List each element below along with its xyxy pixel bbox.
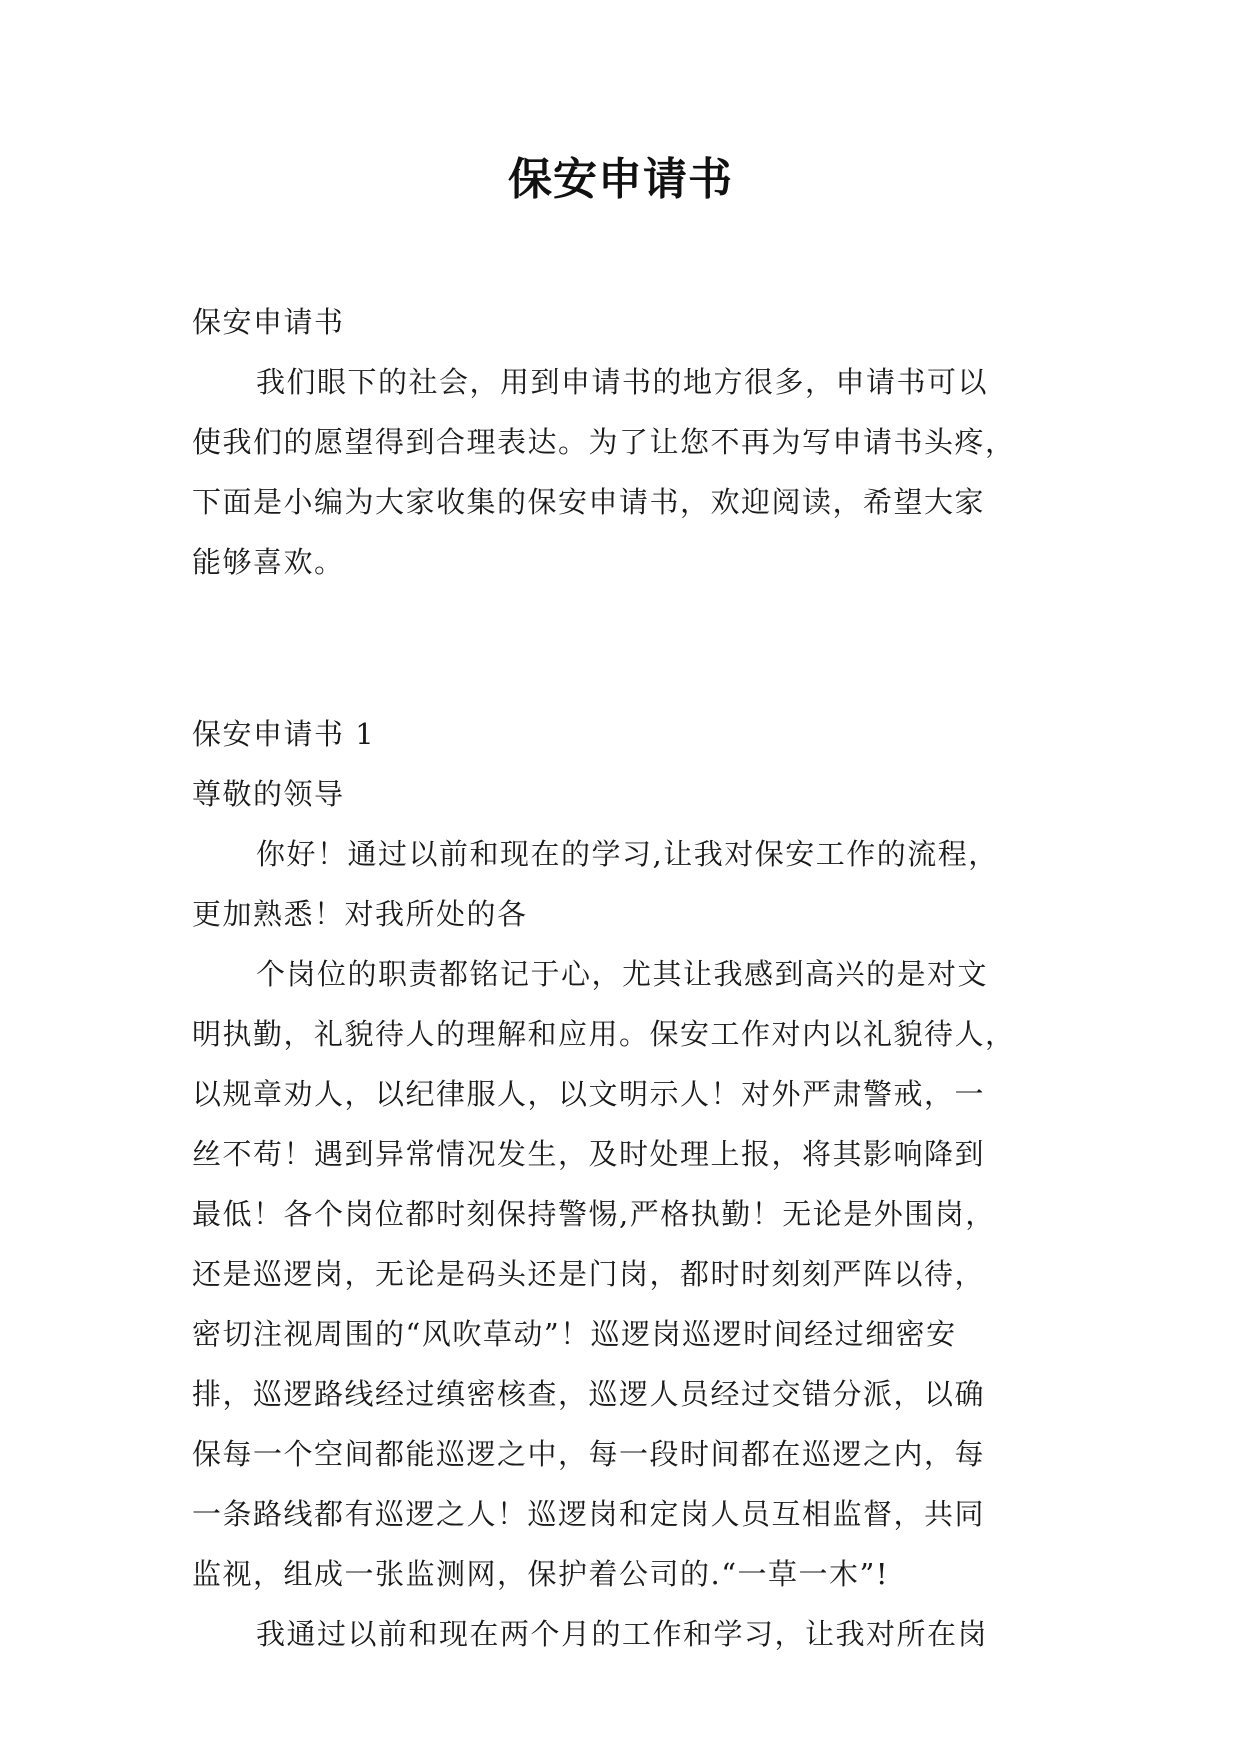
- paragraph: [192, 944, 1052, 1604]
- section-heading: 保安申请书 1: [192, 717, 376, 751]
- paragraph: [192, 1604, 1052, 1664]
- paragraph-line: 我通过以前和现在两个月的工作和学习，让我对所在岗: [256, 1617, 989, 1651]
- paragraph-line: 个岗位的职责都铭记于心，尤其让我感到高兴的是对文: [256, 957, 989, 991]
- paragraph-line: 使我们的愿望得到合理表达。为了让您不再为写申请书头疼，: [192, 425, 1016, 459]
- paragraph-line: 你好！通过以前和现在的学习,让我对保安工作的流程，: [256, 837, 999, 871]
- paragraph-line: 我们眼下的社会，用到申请书的地方很多，申请书可以: [256, 365, 989, 399]
- paragraph-line: 一条路线都有巡逻之人！巡逻岗和定岗人员互相监督，共同: [192, 1497, 986, 1531]
- spacer: [192, 592, 1052, 704]
- salutation: 尊敬的领导: [192, 777, 345, 811]
- paragraph-line: 监视，组成一张监测网，保护着公司的.“一草一木”!: [192, 1557, 890, 1591]
- document-body: [192, 292, 1052, 1664]
- section-heading: 保安申请书: [192, 305, 345, 339]
- paragraph: [192, 824, 1052, 944]
- paragraph-line: 排，巡逻路线经过缜密核查，巡逻人员经过交错分派，以确: [192, 1377, 986, 1411]
- paragraph-line: 下面是小编为大家收集的保安申请书，欢迎阅读，希望大家: [192, 485, 986, 519]
- paragraph-line: 密切注视周围的“风吹草动”！巡逻岗巡逻时间经过细密安: [192, 1317, 957, 1351]
- paragraph-line: 更加熟悉！对我所处的各: [192, 897, 528, 931]
- paragraph-line: 能够喜欢。: [192, 545, 345, 579]
- paragraph-line: 最低！各个岗位都时刻保持警惕,严格执勤！无论是外围岗，: [192, 1197, 996, 1231]
- paragraph-line: 保每一个空间都能巡逻之中，每一段时间都在巡逻之内，每: [192, 1437, 986, 1471]
- paragraph-line: 明执勤，礼貌待人的理解和应用。保安工作对内以礼貌待人，: [192, 1017, 1016, 1051]
- paragraph-line: 丝不苟！遇到异常情况发生，及时处理上报，将其影响降到: [192, 1137, 986, 1171]
- document-title: 保安申请书: [508, 154, 733, 205]
- paragraph-line: 还是巡逻岗，无论是码头还是门岗，都时时刻刻严阵以待，: [192, 1257, 986, 1291]
- intro-paragraph: [192, 352, 1052, 592]
- paragraph-line: 以规章劝人，以纪律服人，以文明示人！对外严肃警戒，一: [192, 1077, 986, 1111]
